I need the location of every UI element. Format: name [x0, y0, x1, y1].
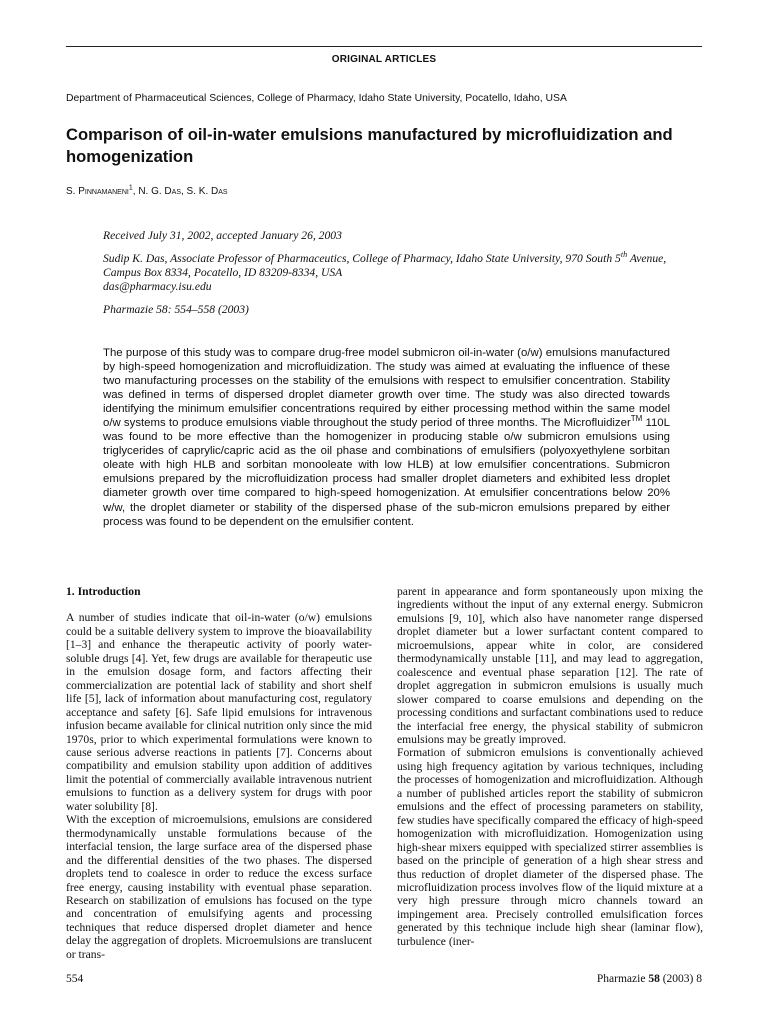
author-list [66, 186, 566, 197]
page-number: 554 [66, 973, 84, 985]
email: das@pharmacy.isu.edu [103, 280, 212, 293]
section-heading: 1. Introduction [66, 585, 141, 598]
co-authors: , N. G. Das, S. K. Das [132, 186, 228, 197]
affiliation: Department of Pharmaceutical Sciences, College of Pharmacy, Idaho State University, Pocatello, Idaho, USA [66, 93, 567, 104]
column-left [66, 585, 372, 961]
author-name: S. Pinnamaneni [66, 186, 129, 197]
article-title: Comparison of oil-in-water emulsions manufactured by microfluidization and homogenization [66, 125, 673, 166]
correspondence: Sudip K. Das, Associate Professor of Pharmaceutics, College of Pharmacy, Idaho State University, 970 South 5th Avenue, Campus Box 8334, Pocatello, ID 83209-8334, USA [103, 250, 667, 279]
article-meta [103, 229, 673, 317]
paragraph: A number of studies indicate that oil-in-water (o/w) emulsions could be a suitable delivery system to improve the bioavailability [1–3] and enhance the therapeutic activity of poorly water-soluble drugs [4]. Yet, few drugs are available for therapeutic use in the emulsion dosage form, and factors affecting their commercialization are potential lack of stability and short shelf life [5], lack of information about manufacturing cost, regulatory acceptance and safety [6]. Safe lipid emulsions for intravenous infusion became available for clinical nutrition only since the mid 1970s, prior to which experimental formulations were known to cause serious adverse reactions in patients [7]. Concerns about compatibility and emulsion stability upon addition of additives limit the potential of commercially available intravenous nutrient emulsions to function as a delivery system for drugs with poor water solubility [8]. [66, 611, 372, 813]
received-dates: Received July 31, 2002, accepted January 26, 2003 [103, 229, 342, 242]
journal-reference: Pharmazie 58 (2003) 8 [596, 973, 702, 985]
trademark-mark: TM [630, 414, 643, 424]
paragraph: With the exception of microemulsions, emulsions are considered thermodynamically unstable formulations because of the interfacial tension, the large surface area of the dispersed phase and the differential densities of the two phases. The dispersed droplets tend to coalesce in order to reduce the excess surface free energy, causing instability with eventual phase separation. Research on stabilization of emulsions has focused on the type and concentration of emulsifying agents and processing techniques that reduce dispersed droplet diameter and hence delay the aggregation of droplets. Microemulsions are translucent or trans- [66, 813, 372, 961]
citation: Pharmazie 58: 554–558 (2003) [103, 303, 249, 316]
affiliation-mark: 1 [128, 184, 133, 192]
column-right [397, 585, 703, 948]
paragraph: Formation of submicron emulsions is conventionally achieved using high frequency agitation by various techniques, including the processes of homogenization and microfluidization. Although a number of published articles report the stability of submicron emulsions and the effect of processing parameters on stability, few studies have specifically compared the efficacy of high-speed homogenization with microfluidization. Homogenization using high-shear mixers equipped with specialized stirrer assemblies is based on the principle of generation of a high shear stress and thus reduction of droplet diameter of the dispersed phase. The microfluidization process involves flow of the liquid mixture at a very high pressure through micro channels toward an impingement area. Precisely controlled emulsification forces generated by this technique include high shear (laminar flow), turbulence (iner- [397, 746, 703, 948]
paragraph: parent in appearance and form spontaneously upon mixing the ingredients without the input of any external energy. Submicron emulsions [9, 10], which also have nanometer range dispersed droplet diameter but a lower surfactant content compared to microemulsions, appear white in color, are considered thermodynamically unstable [11], and may lead to aggregation, coalescence and eventual phase separation [12]. The rate of droplet aggregation in submicron emulsions is usually much slower compared to coarse emulsions and depending on the processing conditions and surfactant combinations used to reduce the interfacial free energy, the physical stability of submicron emulsions may be greatly improved. [397, 585, 703, 746]
header-rule [66, 46, 702, 47]
abstract: The purpose of this study was to compare drug-free model submicron oil-in-water (o/w) emulsions manufactured by high-speed homogenization and microfluidization. The study was aimed at evaluating the influence of these two manufacturing processes on the stability of the emulsions with respect to emulsifier concentration. Stability was defined in terms of dispersed droplet diameter growth over time. The study was also directed towards identifying the minimum emulsifier concentrations required by either processing method within the same model o/w systems to produce emulsions viable throughout the study period of three months. The Microfluidizer™ 110L was found to be more effective than the homogenizer in producing stable o/w submicron emulsions using triglycerides of caprylic/capric acid as the oil phase and combinations of emulsifiers (polyoxyethylene sorbitan oleate with high HLB and sorbitan monooleate with low HLB) at low emulsifier concentrations. Submicron emulsions prepared by the microfluidization process had smaller droplet diameters and exhibited less droplet diameter growth over time compared to high-speed homogenization. At emulsifier concentrations below 20% w/w, the droplet diameter or stability of the dispersed phase of the sub-micron emulsions prepared by either process was found to be dependent on the emulsifier content. [103, 347, 670, 528]
section-label: ORIGINAL ARTICLES [331, 54, 437, 65]
